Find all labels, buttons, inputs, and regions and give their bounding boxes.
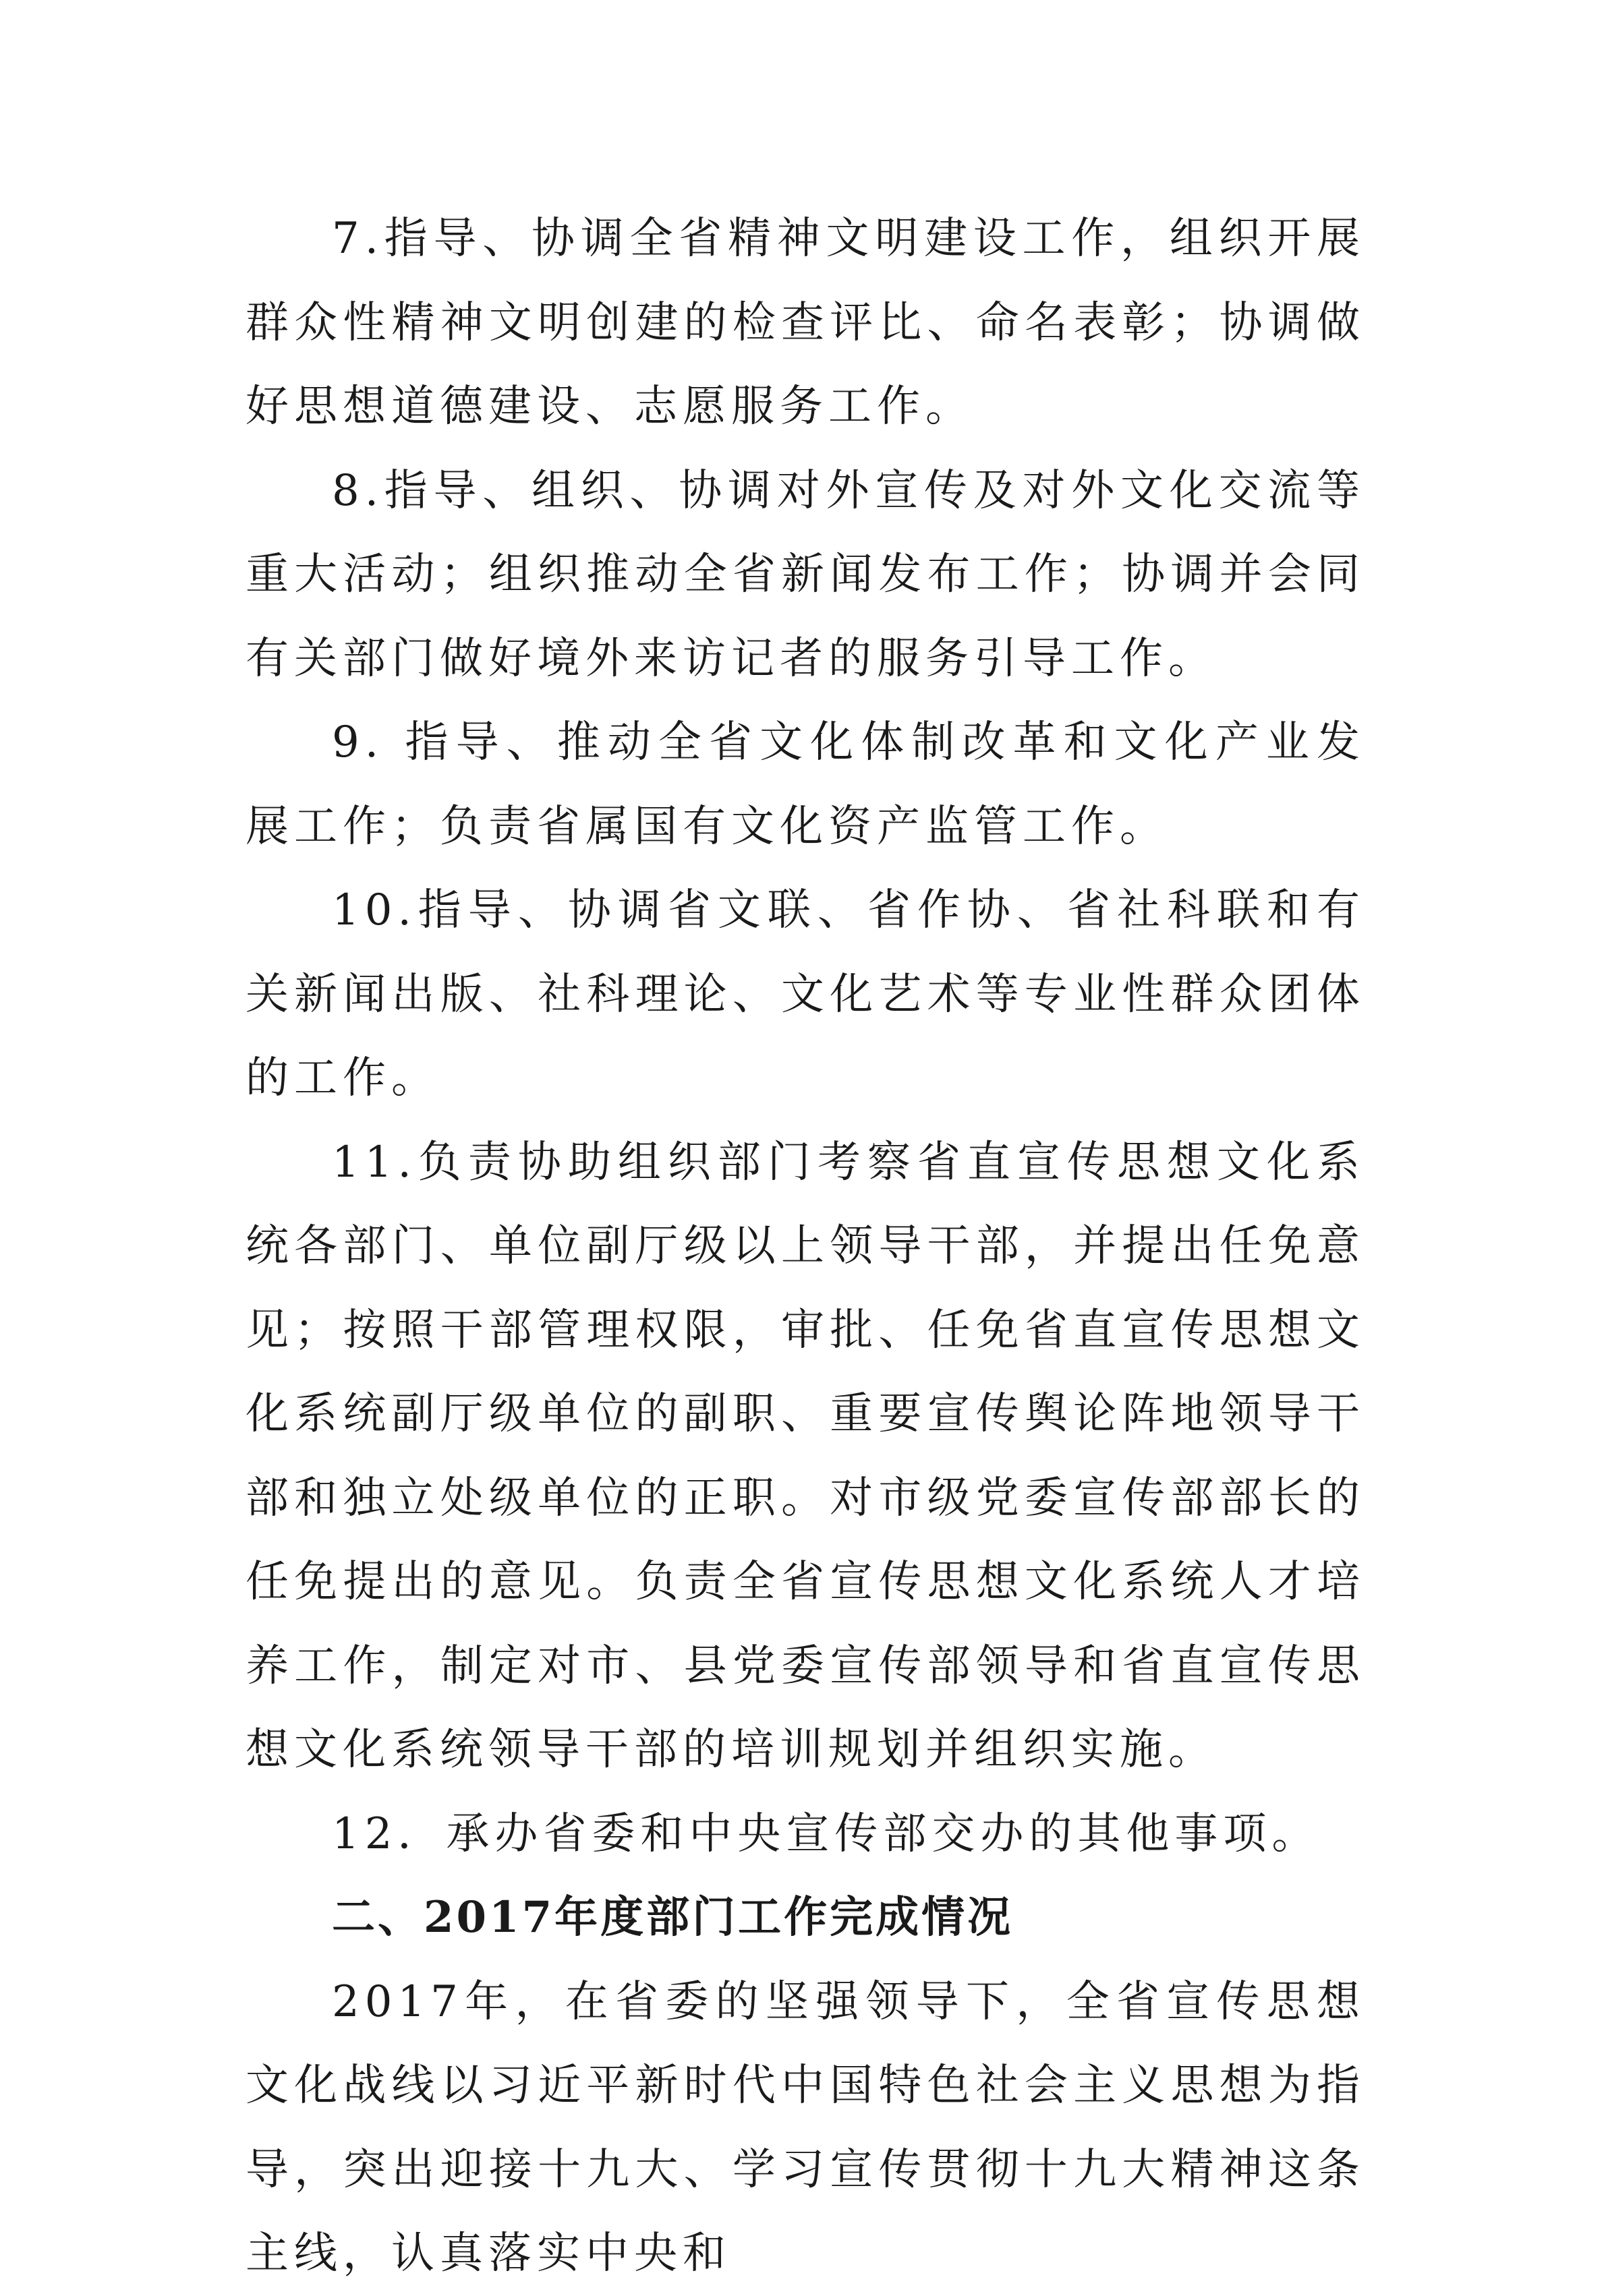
paragraph-item-10: 10.指导、协调省文联、省作协、省社科联和有关新闻出版、社科理论、文化艺术等专业性群众团体的工作。 bbox=[246, 885, 1365, 1103]
paragraph-item-12: 12．承办省委和中央宣传部交办的其他事项。 bbox=[332, 1808, 1321, 1859]
paragraph-item-11: 11.负责协助组织部门考察省直宣传思想文化系统各部门、单位副厅级以上领导干部，并提出任免意见；按照干部管理权限，审批、任免省直宣传思想文化系统副厅级单位的副职、重要宣传舆论阵地领导干部和独立处级单位的正职。对市级党委宣传部部长的任免提出的意见。负责全省宣传思想文化系统人才培养工作，制定对市、县党委宣传部领导和省直宣传思想文化系统领导干部的培训规划并组织实施。 bbox=[246, 1137, 1365, 1775]
section-heading: 二、2017年度部门工作完成情况 bbox=[332, 1892, 1014, 1943]
document-body bbox=[246, 197, 1365, 2296]
closing-paragraph: 2017年，在省委的坚强领导下，全省宣传思想文化战线以习近平新时代中国特色社会主义思想为指导，突出迎接十九大、学习宣传贯彻十九大精神这条主线，认真落实中央和 bbox=[246, 1976, 1365, 2278]
paragraph-item-7: 7.指导、协调全省精神文明建设工作，组织开展群众性精神文明创建的检查评比、命名表彰；协调做好思想道德建设、志愿服务工作。 bbox=[246, 214, 1365, 432]
paragraph-item-8: 8.指导、组织、协调对外宣传及对外文化交流等重大活动；组织推动全省新闻发布工作；协调并会同有关部门做好境外来访记者的服务引导工作。 bbox=[246, 465, 1365, 684]
paragraph-item-9: 9. 指导、推动全省文化体制改革和文化产业发展工作；负责省属国有文化资产监管工作。 bbox=[246, 717, 1365, 852]
